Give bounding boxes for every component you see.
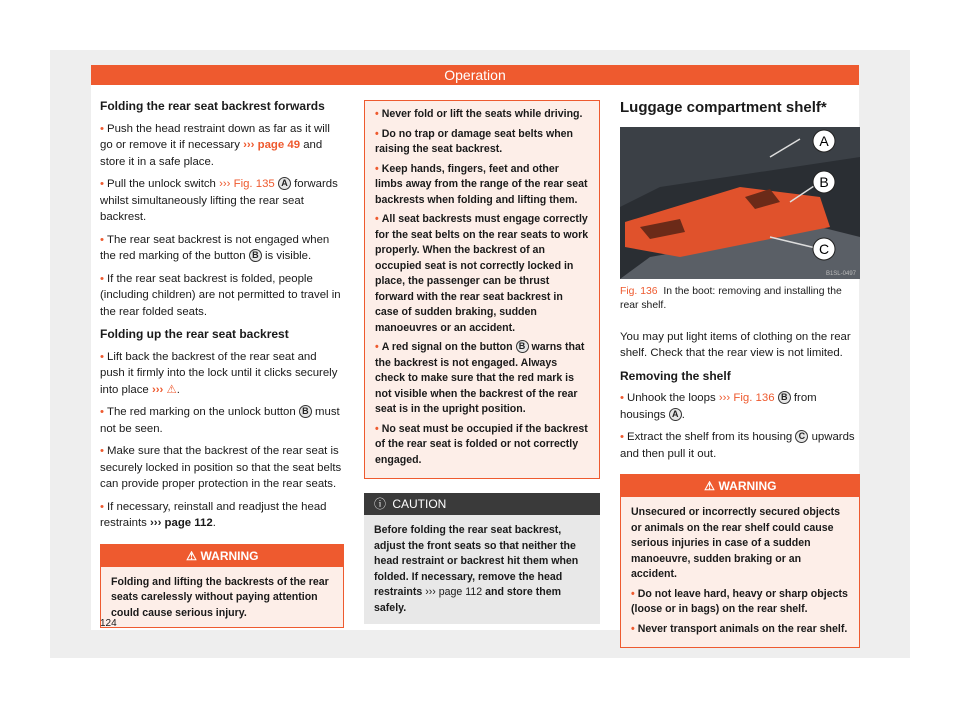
label-badge: B [249,249,262,262]
bullet-icon: • [631,587,635,600]
label-badge: B [299,405,312,418]
bullet-icon: • [375,108,379,120]
bullet-icon: • [100,233,104,246]
warning-triangle-icon: ⚠ [186,548,197,563]
bullet-icon: • [100,406,104,418]
warning-text: Folding and lifting the backrests of the rear seats carelessly without paying attention could cause serious injury. [111,575,329,619]
warning-item: • Do not leave hard, heavy or sharp objects (loose or in bags) on the rear shelf. [631,587,848,615]
bullet-icon: • [375,422,379,435]
warning-item: • Do no trap or damage seat belts when raising the seat backrest. [375,127,574,155]
warning-box [620,474,860,648]
caution-box [364,493,600,624]
fig-label: C [818,240,830,257]
column-middle [364,100,600,624]
paragraph: • Pull the unlock switch ››› Fig. 135 A forwards whilst simultaneously lifting the rear seat backrest. [100,178,338,223]
caution-text: Before folding the rear seat backrest, adjust the front seats so that neither the head restraint or backrest hit them when folded. If necessary, remove the head restraints ››› page 112 and store them safely. [374,524,579,614]
bullet-icon: • [375,127,379,140]
warning-triangle-icon: ⚠ [166,383,177,396]
warning-text: Unsecured or incorrectly secured objects or animals on the rear shelf could cause serious injuries in case of a sudden manoeuvre, sudden braking or an accident. [631,506,841,580]
bullet-icon: • [100,350,104,363]
info-circle-icon: ⓘ [374,497,387,511]
figure-link[interactable]: ››› Fig. 136 [718,392,775,404]
paragraph: • Unhook the loops ››› Fig. 136 B from housings A . [620,392,817,421]
heading-fold-forward: Folding the rear seat backrest forwards [100,99,325,113]
paragraph: • If necessary, reinstall and readjust the head restraints ››› page 112. [100,500,327,529]
page-link[interactable]: ››› page 112 [425,586,483,598]
bullet-icon: • [375,213,379,225]
caution-header: ⓘ CAUTION [364,493,600,515]
label-badge: B [516,340,529,353]
warning-triangle-icon: ⚠ [704,479,715,493]
bullet-icon: • [620,431,624,443]
section-title: Luggage compartment shelf* [620,99,827,116]
section-header: Operation [91,65,859,85]
page-number: 124 [100,618,117,629]
warning-box [100,544,344,629]
label-badge: A [278,177,291,190]
bullet-icon: • [620,392,624,404]
paragraph: • Push the head restraint down as far as it will go or remove it if necessary ››› page 49 and store it in a safe place. [100,122,330,168]
warning-link[interactable]: ››› [151,383,164,396]
column-left [100,98,344,628]
warning-item: • Keep hands, fingers, feet and other limbs away from the range of the rear seat backrests when folding and lifting them. [375,162,588,206]
figure-link[interactable]: ››› Fig. 135 [219,178,275,190]
figure-caption: Fig. 136 In the boot: removing and installing the rear shelf. [620,285,842,311]
figure-code: B1SL-0497 [825,270,856,277]
paragraph: • Extract the shelf from its housing C upwards and then pull it out. [620,431,855,460]
label-badge: C [795,430,808,443]
label-badge: B [778,391,791,404]
paragraph: • Make sure that the backrest of the rear seat is securely locked in position so that the seat belts can provide proper protection in the rear seats. [100,445,342,490]
bullet-icon: • [100,178,104,190]
bullet-icon: • [100,500,104,513]
bullet-icon: • [100,272,104,285]
warning-item: • All seat backrests must engage correctly for the seat belts on the rear seats to work properly. When the backrest of an occupied seat is not correctly locked in place, the passenger can be thrust forward with the rear seat backrest in case of sudden braking, sudden manoeuvres or an accident. [375,213,589,334]
figure-136-image [620,127,860,279]
page-link[interactable]: ››› page 49 [243,139,301,151]
fig-label: B [819,173,829,190]
heading-remove-shelf: Removing the shelf [620,368,731,383]
warning-item: • Never transport animals on the rear shelf. [631,622,848,635]
paragraph: • Lift back the backrest of the rear seat and push it firmly into the lock until it clicks securely into place ››› ⚠. [100,350,338,396]
bullet-icon: • [375,341,379,353]
warning-item: • A red signal on the button B warns that the backrest is not engaged. Always check to make sure that the red mark is not visible when the backrest of the rear seat is in the upright position. [375,341,585,415]
warning-header: ⚠ WARNING [101,545,343,567]
warning-header: ⚠ WARNING [621,475,859,497]
bullet-icon: • [100,445,104,457]
bullet-icon: • [100,122,104,135]
paragraph: • If the rear seat backrest is folded, people (including children) are not permitted to travel in the rear folded seats. [100,272,341,318]
page-link[interactable]: ››› page 112 [150,517,213,529]
label-badge: A [669,408,682,421]
paragraph: • The red marking on the unlock button B must not be seen. [100,406,340,435]
warning-item: • No seat must be occupied if the backrest of the rear seat is folded or not correctly engaged. [375,422,588,466]
fig-label: A [819,132,829,149]
bullet-icon: • [375,162,379,175]
heading-fold-up: Folding up the rear seat backrest [100,327,289,341]
column-right [620,100,860,648]
warning-box-continued [364,100,600,479]
paragraph: • The rear seat backrest is not engaged when the red marking of the button B is visible. [100,233,330,262]
warning-item: • Never fold or lift the seats while driving. [375,108,583,120]
boot-shelf-illustration [620,127,860,279]
bullet-icon: • [631,622,635,635]
paragraph: You may put light items of clothing on the rear shelf. Check that the rear view is not limited. [620,330,851,359]
